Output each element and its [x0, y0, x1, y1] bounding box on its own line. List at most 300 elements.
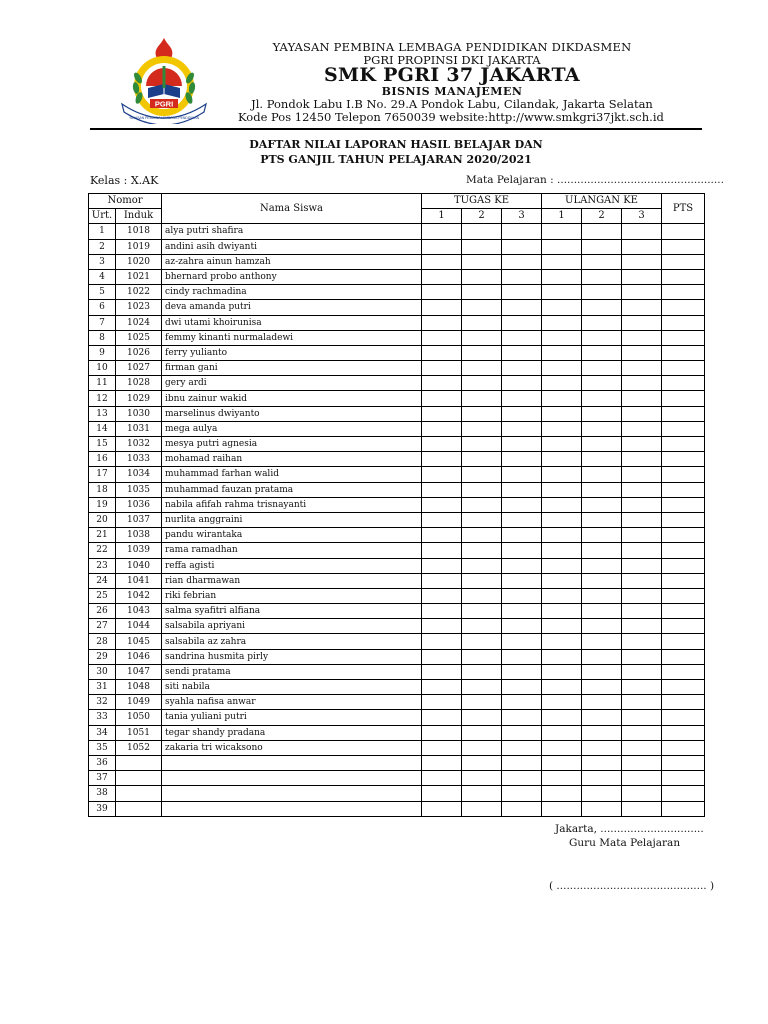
score-cell-pts[interactable] — [662, 239, 705, 254]
score-cell-tugas-2[interactable] — [462, 452, 502, 467]
score-cell-tugas-3[interactable] — [502, 497, 542, 512]
school-logo — [120, 36, 208, 124]
score-cell-ulangan-2[interactable] — [582, 740, 622, 755]
score-cell-tugas-1[interactable] — [422, 543, 462, 558]
score-cell-tugas-1[interactable] — [422, 725, 462, 740]
score-cell-tugas-2[interactable] — [462, 695, 502, 710]
score-cell-tugas-3[interactable] — [502, 680, 542, 695]
score-cell-ulangan-2[interactable] — [582, 224, 622, 239]
score-cell-ulangan-2[interactable] — [582, 695, 622, 710]
student-id: 1033 — [116, 452, 162, 467]
score-cell-ulangan-1[interactable] — [542, 771, 582, 786]
score-cell-ulangan-1[interactable] — [542, 680, 582, 695]
score-cell-tugas-3[interactable] — [502, 512, 542, 527]
score-cell-tugas-1[interactable] — [422, 361, 462, 376]
score-cell-ulangan-3[interactable] — [622, 725, 662, 740]
score-cell-tugas-1[interactable] — [422, 421, 462, 436]
score-cell-tugas-2[interactable] — [462, 497, 502, 512]
score-cell-pts[interactable] — [662, 254, 705, 269]
score-cell-tugas-2[interactable] — [462, 361, 502, 376]
row-number: 15 — [89, 437, 116, 452]
score-cell-tugas-3[interactable] — [502, 573, 542, 588]
score-cell-tugas-3[interactable] — [502, 664, 542, 679]
score-cell-tugas-1[interactable] — [422, 285, 462, 300]
score-cell-tugas-2[interactable] — [462, 239, 502, 254]
score-cell-tugas-1[interactable] — [422, 573, 462, 588]
score-cell-ulangan-3[interactable] — [622, 254, 662, 269]
score-cell-tugas-3[interactable] — [502, 786, 542, 801]
score-cell-ulangan-2[interactable] — [582, 725, 622, 740]
score-cell-pts[interactable] — [662, 376, 705, 391]
score-cell-tugas-1[interactable] — [422, 680, 462, 695]
score-cell-tugas-1[interactable] — [422, 512, 462, 527]
score-cell-tugas-3[interactable] — [502, 467, 542, 482]
score-cell-ulangan-2[interactable] — [582, 786, 622, 801]
score-cell-tugas-3[interactable] — [502, 345, 542, 360]
score-cell-pts[interactable] — [662, 330, 705, 345]
score-cell-ulangan-2[interactable] — [582, 361, 622, 376]
score-cell-ulangan-1[interactable] — [542, 710, 582, 725]
score-cell-ulangan-1[interactable] — [542, 558, 582, 573]
score-cell-pts[interactable] — [662, 391, 705, 406]
score-cell-pts[interactable] — [662, 558, 705, 573]
score-cell-ulangan-2[interactable] — [582, 437, 622, 452]
score-cell-ulangan-2[interactable] — [582, 801, 622, 816]
score-cell-tugas-3[interactable] — [502, 224, 542, 239]
score-cell-pts[interactable] — [662, 740, 705, 755]
score-cell-ulangan-3[interactable] — [622, 604, 662, 619]
score-cell-tugas-1[interactable] — [422, 710, 462, 725]
score-cell-tugas-2[interactable] — [462, 680, 502, 695]
score-cell-tugas-1[interactable] — [422, 801, 462, 816]
score-cell-pts[interactable] — [662, 710, 705, 725]
score-cell-ulangan-1[interactable] — [542, 543, 582, 558]
student-id — [116, 801, 162, 816]
score-cell-ulangan-3[interactable] — [622, 755, 662, 770]
score-cell-ulangan-1[interactable] — [542, 376, 582, 391]
score-cell-ulangan-2[interactable] — [582, 619, 622, 634]
score-cell-ulangan-3[interactable] — [622, 695, 662, 710]
score-cell-ulangan-2[interactable] — [582, 254, 622, 269]
table-row — [89, 619, 705, 634]
score-cell-ulangan-3[interactable] — [622, 391, 662, 406]
score-cell-ulangan-1[interactable] — [542, 695, 582, 710]
table-row — [89, 300, 705, 315]
score-cell-ulangan-2[interactable] — [582, 512, 622, 527]
score-cell-tugas-3[interactable] — [502, 649, 542, 664]
score-cell-ulangan-2[interactable] — [582, 558, 622, 573]
table-row — [89, 285, 705, 300]
score-cell-ulangan-1[interactable] — [542, 588, 582, 603]
school-contact: Kode Pos 12450 Telepon 7650039 website:http://www.smkgri37jkt.sch.id — [238, 110, 664, 124]
score-cell-tugas-2[interactable] — [462, 391, 502, 406]
score-cell-ulangan-2[interactable] — [582, 482, 622, 497]
score-cell-tugas-2[interactable] — [462, 558, 502, 573]
score-cell-tugas-3[interactable] — [502, 315, 542, 330]
score-cell-pts[interactable] — [662, 269, 705, 284]
score-cell-tugas-2[interactable] — [462, 437, 502, 452]
score-cell-tugas-1[interactable] — [422, 452, 462, 467]
score-cell-ulangan-3[interactable] — [622, 482, 662, 497]
score-cell-tugas-2[interactable] — [462, 512, 502, 527]
score-cell-tugas-1[interactable] — [422, 619, 462, 634]
row-number: 17 — [89, 467, 116, 482]
score-cell-ulangan-1[interactable] — [542, 467, 582, 482]
score-cell-ulangan-3[interactable] — [622, 300, 662, 315]
score-cell-ulangan-3[interactable] — [622, 269, 662, 284]
score-cell-tugas-3[interactable] — [502, 771, 542, 786]
score-cell-tugas-3[interactable] — [502, 710, 542, 725]
row-number: 35 — [89, 740, 116, 755]
score-cell-ulangan-1[interactable] — [542, 755, 582, 770]
student-name: reffa agisti — [162, 558, 422, 573]
score-cell-ulangan-1[interactable] — [542, 482, 582, 497]
score-cell-tugas-1[interactable] — [422, 695, 462, 710]
score-cell-ulangan-1[interactable] — [542, 740, 582, 755]
score-cell-ulangan-2[interactable] — [582, 604, 622, 619]
score-cell-ulangan-2[interactable] — [582, 406, 622, 421]
score-cell-tugas-1[interactable] — [422, 315, 462, 330]
score-cell-tugas-1[interactable] — [422, 604, 462, 619]
score-cell-tugas-3[interactable] — [502, 801, 542, 816]
score-cell-ulangan-1[interactable] — [542, 345, 582, 360]
score-cell-pts[interactable] — [662, 619, 705, 634]
score-cell-ulangan-1[interactable] — [542, 497, 582, 512]
score-cell-ulangan-1[interactable] — [542, 285, 582, 300]
score-cell-ulangan-1[interactable] — [542, 801, 582, 816]
score-cell-pts[interactable] — [662, 604, 705, 619]
score-cell-tugas-3[interactable] — [502, 543, 542, 558]
score-cell-ulangan-2[interactable] — [582, 543, 622, 558]
table-row — [89, 315, 705, 330]
score-cell-ulangan-3[interactable] — [622, 680, 662, 695]
score-cell-tugas-3[interactable] — [502, 437, 542, 452]
score-cell-ulangan-3[interactable] — [622, 588, 662, 603]
score-cell-pts[interactable] — [662, 467, 705, 482]
score-cell-tugas-1[interactable] — [422, 437, 462, 452]
score-cell-pts[interactable] — [662, 680, 705, 695]
student-name: az-zahra ainun hamzah — [162, 254, 422, 269]
score-cell-ulangan-3[interactable] — [622, 528, 662, 543]
score-cell-ulangan-2[interactable] — [582, 300, 622, 315]
score-cell-pts[interactable] — [662, 224, 705, 239]
score-cell-ulangan-1[interactable] — [542, 573, 582, 588]
score-cell-ulangan-1[interactable] — [542, 391, 582, 406]
score-cell-ulangan-1[interactable] — [542, 452, 582, 467]
score-cell-tugas-2[interactable] — [462, 634, 502, 649]
score-cell-tugas-1[interactable] — [422, 771, 462, 786]
score-cell-ulangan-1[interactable] — [542, 664, 582, 679]
score-cell-ulangan-1[interactable] — [542, 725, 582, 740]
score-cell-tugas-2[interactable] — [462, 254, 502, 269]
score-cell-ulangan-1[interactable] — [542, 330, 582, 345]
score-cell-ulangan-3[interactable] — [622, 421, 662, 436]
score-cell-ulangan-2[interactable] — [582, 285, 622, 300]
row-number: 6 — [89, 300, 116, 315]
score-cell-ulangan-1[interactable] — [542, 315, 582, 330]
score-cell-ulangan-3[interactable] — [622, 285, 662, 300]
score-cell-ulangan-2[interactable] — [582, 376, 622, 391]
score-cell-ulangan-1[interactable] — [542, 254, 582, 269]
score-cell-tugas-2[interactable] — [462, 406, 502, 421]
score-cell-tugas-1[interactable] — [422, 482, 462, 497]
score-cell-tugas-3[interactable] — [502, 391, 542, 406]
score-cell-tugas-3[interactable] — [502, 740, 542, 755]
score-cell-tugas-1[interactable] — [422, 664, 462, 679]
score-cell-tugas-1[interactable] — [422, 269, 462, 284]
signature-name-line: ( ............................................. ) — [549, 880, 715, 892]
score-cell-ulangan-2[interactable] — [582, 239, 622, 254]
score-cell-tugas-3[interactable] — [502, 482, 542, 497]
score-cell-pts[interactable] — [662, 421, 705, 436]
score-cell-ulangan-3[interactable] — [622, 649, 662, 664]
score-cell-pts[interactable] — [662, 588, 705, 603]
score-cell-tugas-2[interactable] — [462, 330, 502, 345]
score-cell-tugas-1[interactable] — [422, 406, 462, 421]
student-id: 1037 — [116, 512, 162, 527]
score-cell-pts[interactable] — [662, 497, 705, 512]
score-cell-ulangan-2[interactable] — [582, 664, 622, 679]
score-cell-ulangan-2[interactable] — [582, 391, 622, 406]
score-cell-ulangan-1[interactable] — [542, 528, 582, 543]
score-cell-ulangan-3[interactable] — [622, 239, 662, 254]
score-cell-tugas-2[interactable] — [462, 740, 502, 755]
score-cell-ulangan-3[interactable] — [622, 361, 662, 376]
score-cell-tugas-2[interactable] — [462, 482, 502, 497]
score-cell-tugas-1[interactable] — [422, 300, 462, 315]
score-cell-tugas-3[interactable] — [502, 452, 542, 467]
score-cell-tugas-2[interactable] — [462, 710, 502, 725]
score-cell-tugas-1[interactable] — [422, 497, 462, 512]
score-cell-ulangan-3[interactable] — [622, 710, 662, 725]
score-cell-tugas-3[interactable] — [502, 300, 542, 315]
score-cell-tugas-2[interactable] — [462, 543, 502, 558]
score-cell-ulangan-3[interactable] — [622, 512, 662, 527]
score-cell-tugas-1[interactable] — [422, 786, 462, 801]
score-cell-ulangan-3[interactable] — [622, 437, 662, 452]
score-cell-ulangan-2[interactable] — [582, 497, 622, 512]
score-cell-tugas-3[interactable] — [502, 588, 542, 603]
score-cell-ulangan-1[interactable] — [542, 406, 582, 421]
score-cell-pts[interactable] — [662, 528, 705, 543]
score-cell-tugas-3[interactable] — [502, 725, 542, 740]
score-cell-ulangan-3[interactable] — [622, 330, 662, 345]
table-row — [89, 239, 705, 254]
score-cell-ulangan-2[interactable] — [582, 345, 622, 360]
score-cell-tugas-3[interactable] — [502, 755, 542, 770]
score-cell-tugas-2[interactable] — [462, 619, 502, 634]
score-cell-tugas-3[interactable] — [502, 695, 542, 710]
score-cell-tugas-1[interactable] — [422, 740, 462, 755]
score-cell-ulangan-2[interactable] — [582, 452, 622, 467]
score-cell-pts[interactable] — [662, 437, 705, 452]
score-cell-ulangan-3[interactable] — [622, 573, 662, 588]
score-cell-ulangan-3[interactable] — [622, 452, 662, 467]
score-cell-ulangan-1[interactable] — [542, 437, 582, 452]
score-cell-ulangan-3[interactable] — [622, 406, 662, 421]
score-cell-tugas-2[interactable] — [462, 269, 502, 284]
score-cell-tugas-1[interactable] — [422, 224, 462, 239]
score-cell-tugas-2[interactable] — [462, 801, 502, 816]
score-cell-pts[interactable] — [662, 315, 705, 330]
score-cell-tugas-2[interactable] — [462, 604, 502, 619]
score-cell-ulangan-3[interactable] — [622, 771, 662, 786]
score-cell-tugas-2[interactable] — [462, 649, 502, 664]
score-cell-tugas-1[interactable] — [422, 376, 462, 391]
score-cell-tugas-2[interactable] — [462, 376, 502, 391]
score-cell-pts[interactable] — [662, 786, 705, 801]
score-cell-ulangan-3[interactable] — [622, 376, 662, 391]
score-cell-ulangan-2[interactable] — [582, 315, 622, 330]
score-cell-ulangan-2[interactable] — [582, 680, 622, 695]
score-cell-ulangan-1[interactable] — [542, 786, 582, 801]
score-cell-ulangan-3[interactable] — [622, 497, 662, 512]
score-cell-ulangan-2[interactable] — [582, 771, 622, 786]
score-cell-tugas-3[interactable] — [502, 528, 542, 543]
score-cell-tugas-2[interactable] — [462, 421, 502, 436]
score-cell-ulangan-3[interactable] — [622, 224, 662, 239]
score-cell-tugas-2[interactable] — [462, 588, 502, 603]
table-row — [89, 254, 705, 269]
score-cell-pts[interactable] — [662, 573, 705, 588]
score-cell-tugas-2[interactable] — [462, 755, 502, 770]
table-row — [89, 786, 705, 801]
score-cell-ulangan-2[interactable] — [582, 269, 622, 284]
score-cell-tugas-1[interactable] — [422, 467, 462, 482]
score-cell-pts[interactable] — [662, 361, 705, 376]
score-cell-ulangan-1[interactable] — [542, 300, 582, 315]
score-cell-ulangan-2[interactable] — [582, 588, 622, 603]
score-cell-ulangan-2[interactable] — [582, 755, 622, 770]
student-name: andini asih dwiyanti — [162, 239, 422, 254]
score-cell-tugas-2[interactable] — [462, 573, 502, 588]
score-cell-tugas-2[interactable] — [462, 467, 502, 482]
score-cell-tugas-2[interactable] — [462, 300, 502, 315]
score-cell-tugas-3[interactable] — [502, 269, 542, 284]
score-cell-ulangan-1[interactable] — [542, 421, 582, 436]
score-cell-ulangan-1[interactable] — [542, 649, 582, 664]
score-cell-ulangan-3[interactable] — [622, 345, 662, 360]
score-cell-tugas-3[interactable] — [502, 254, 542, 269]
score-cell-tugas-1[interactable] — [422, 755, 462, 770]
score-cell-ulangan-2[interactable] — [582, 573, 622, 588]
score-cell-ulangan-3[interactable] — [622, 740, 662, 755]
score-cell-tugas-2[interactable] — [462, 285, 502, 300]
score-cell-tugas-3[interactable] — [502, 421, 542, 436]
score-cell-pts[interactable] — [662, 755, 705, 770]
score-cell-ulangan-1[interactable] — [542, 634, 582, 649]
score-cell-tugas-2[interactable] — [462, 224, 502, 239]
score-cell-ulangan-2[interactable] — [582, 421, 622, 436]
score-cell-ulangan-2[interactable] — [582, 649, 622, 664]
score-cell-tugas-2[interactable] — [462, 786, 502, 801]
score-cell-ulangan-3[interactable] — [622, 664, 662, 679]
score-cell-tugas-1[interactable] — [422, 239, 462, 254]
score-cell-ulangan-1[interactable] — [542, 269, 582, 284]
score-cell-tugas-1[interactable] — [422, 649, 462, 664]
score-cell-tugas-1[interactable] — [422, 634, 462, 649]
score-cell-ulangan-3[interactable] — [622, 619, 662, 634]
score-cell-ulangan-3[interactable] — [622, 786, 662, 801]
score-cell-ulangan-3[interactable] — [622, 315, 662, 330]
score-cell-pts[interactable] — [662, 452, 705, 467]
score-cell-tugas-3[interactable] — [502, 634, 542, 649]
score-cell-tugas-2[interactable] — [462, 345, 502, 360]
score-cell-tugas-2[interactable] — [462, 771, 502, 786]
score-cell-tugas-3[interactable] — [502, 406, 542, 421]
student-name — [162, 755, 422, 770]
score-cell-pts[interactable] — [662, 300, 705, 315]
score-cell-ulangan-2[interactable] — [582, 634, 622, 649]
score-cell-pts[interactable] — [662, 406, 705, 421]
score-cell-ulangan-3[interactable] — [622, 467, 662, 482]
header-nomor: Nomor — [89, 194, 162, 209]
score-cell-ulangan-1[interactable] — [542, 239, 582, 254]
score-cell-pts[interactable] — [662, 543, 705, 558]
score-cell-ulangan-1[interactable] — [542, 604, 582, 619]
score-cell-pts[interactable] — [662, 664, 705, 679]
score-cell-tugas-1[interactable] — [422, 345, 462, 360]
score-cell-ulangan-3[interactable] — [622, 558, 662, 573]
score-cell-tugas-3[interactable] — [502, 239, 542, 254]
row-number: 38 — [89, 786, 116, 801]
score-cell-ulangan-2[interactable] — [582, 467, 622, 482]
header-tugas-2: 2 — [462, 209, 502, 224]
score-cell-pts[interactable] — [662, 771, 705, 786]
score-cell-pts[interactable] — [662, 512, 705, 527]
score-cell-pts[interactable] — [662, 285, 705, 300]
score-cell-tugas-3[interactable] — [502, 361, 542, 376]
score-cell-pts[interactable] — [662, 634, 705, 649]
table-row — [89, 543, 705, 558]
score-cell-ulangan-3[interactable] — [622, 543, 662, 558]
score-cell-ulangan-1[interactable] — [542, 361, 582, 376]
score-cell-tugas-1[interactable] — [422, 528, 462, 543]
score-cell-tugas-2[interactable] — [462, 528, 502, 543]
score-cell-ulangan-2[interactable] — [582, 528, 622, 543]
score-cell-ulangan-1[interactable] — [542, 224, 582, 239]
row-number: 16 — [89, 452, 116, 467]
score-cell-pts[interactable] — [662, 725, 705, 740]
score-cell-tugas-1[interactable] — [422, 330, 462, 345]
score-cell-tugas-2[interactable] — [462, 725, 502, 740]
score-cell-tugas-3[interactable] — [502, 604, 542, 619]
score-cell-tugas-2[interactable] — [462, 315, 502, 330]
score-cell-pts[interactable] — [662, 482, 705, 497]
score-cell-tugas-1[interactable] — [422, 588, 462, 603]
score-cell-pts[interactable] — [662, 801, 705, 816]
score-cell-tugas-1[interactable] — [422, 558, 462, 573]
score-cell-ulangan-2[interactable] — [582, 330, 622, 345]
score-cell-ulangan-2[interactable] — [582, 710, 622, 725]
score-cell-pts[interactable] — [662, 345, 705, 360]
score-cell-ulangan-3[interactable] — [622, 801, 662, 816]
score-cell-pts[interactable] — [662, 695, 705, 710]
score-cell-ulangan-3[interactable] — [622, 634, 662, 649]
student-id: 1030 — [116, 406, 162, 421]
score-cell-tugas-3[interactable] — [502, 330, 542, 345]
score-cell-tugas-3[interactable] — [502, 376, 542, 391]
score-cell-tugas-3[interactable] — [502, 619, 542, 634]
score-cell-pts[interactable] — [662, 649, 705, 664]
score-cell-tugas-3[interactable] — [502, 558, 542, 573]
score-cell-tugas-3[interactable] — [502, 285, 542, 300]
score-cell-tugas-2[interactable] — [462, 664, 502, 679]
score-cell-tugas-1[interactable] — [422, 391, 462, 406]
score-cell-ulangan-1[interactable] — [542, 512, 582, 527]
score-cell-ulangan-1[interactable] — [542, 619, 582, 634]
score-cell-tugas-1[interactable] — [422, 254, 462, 269]
